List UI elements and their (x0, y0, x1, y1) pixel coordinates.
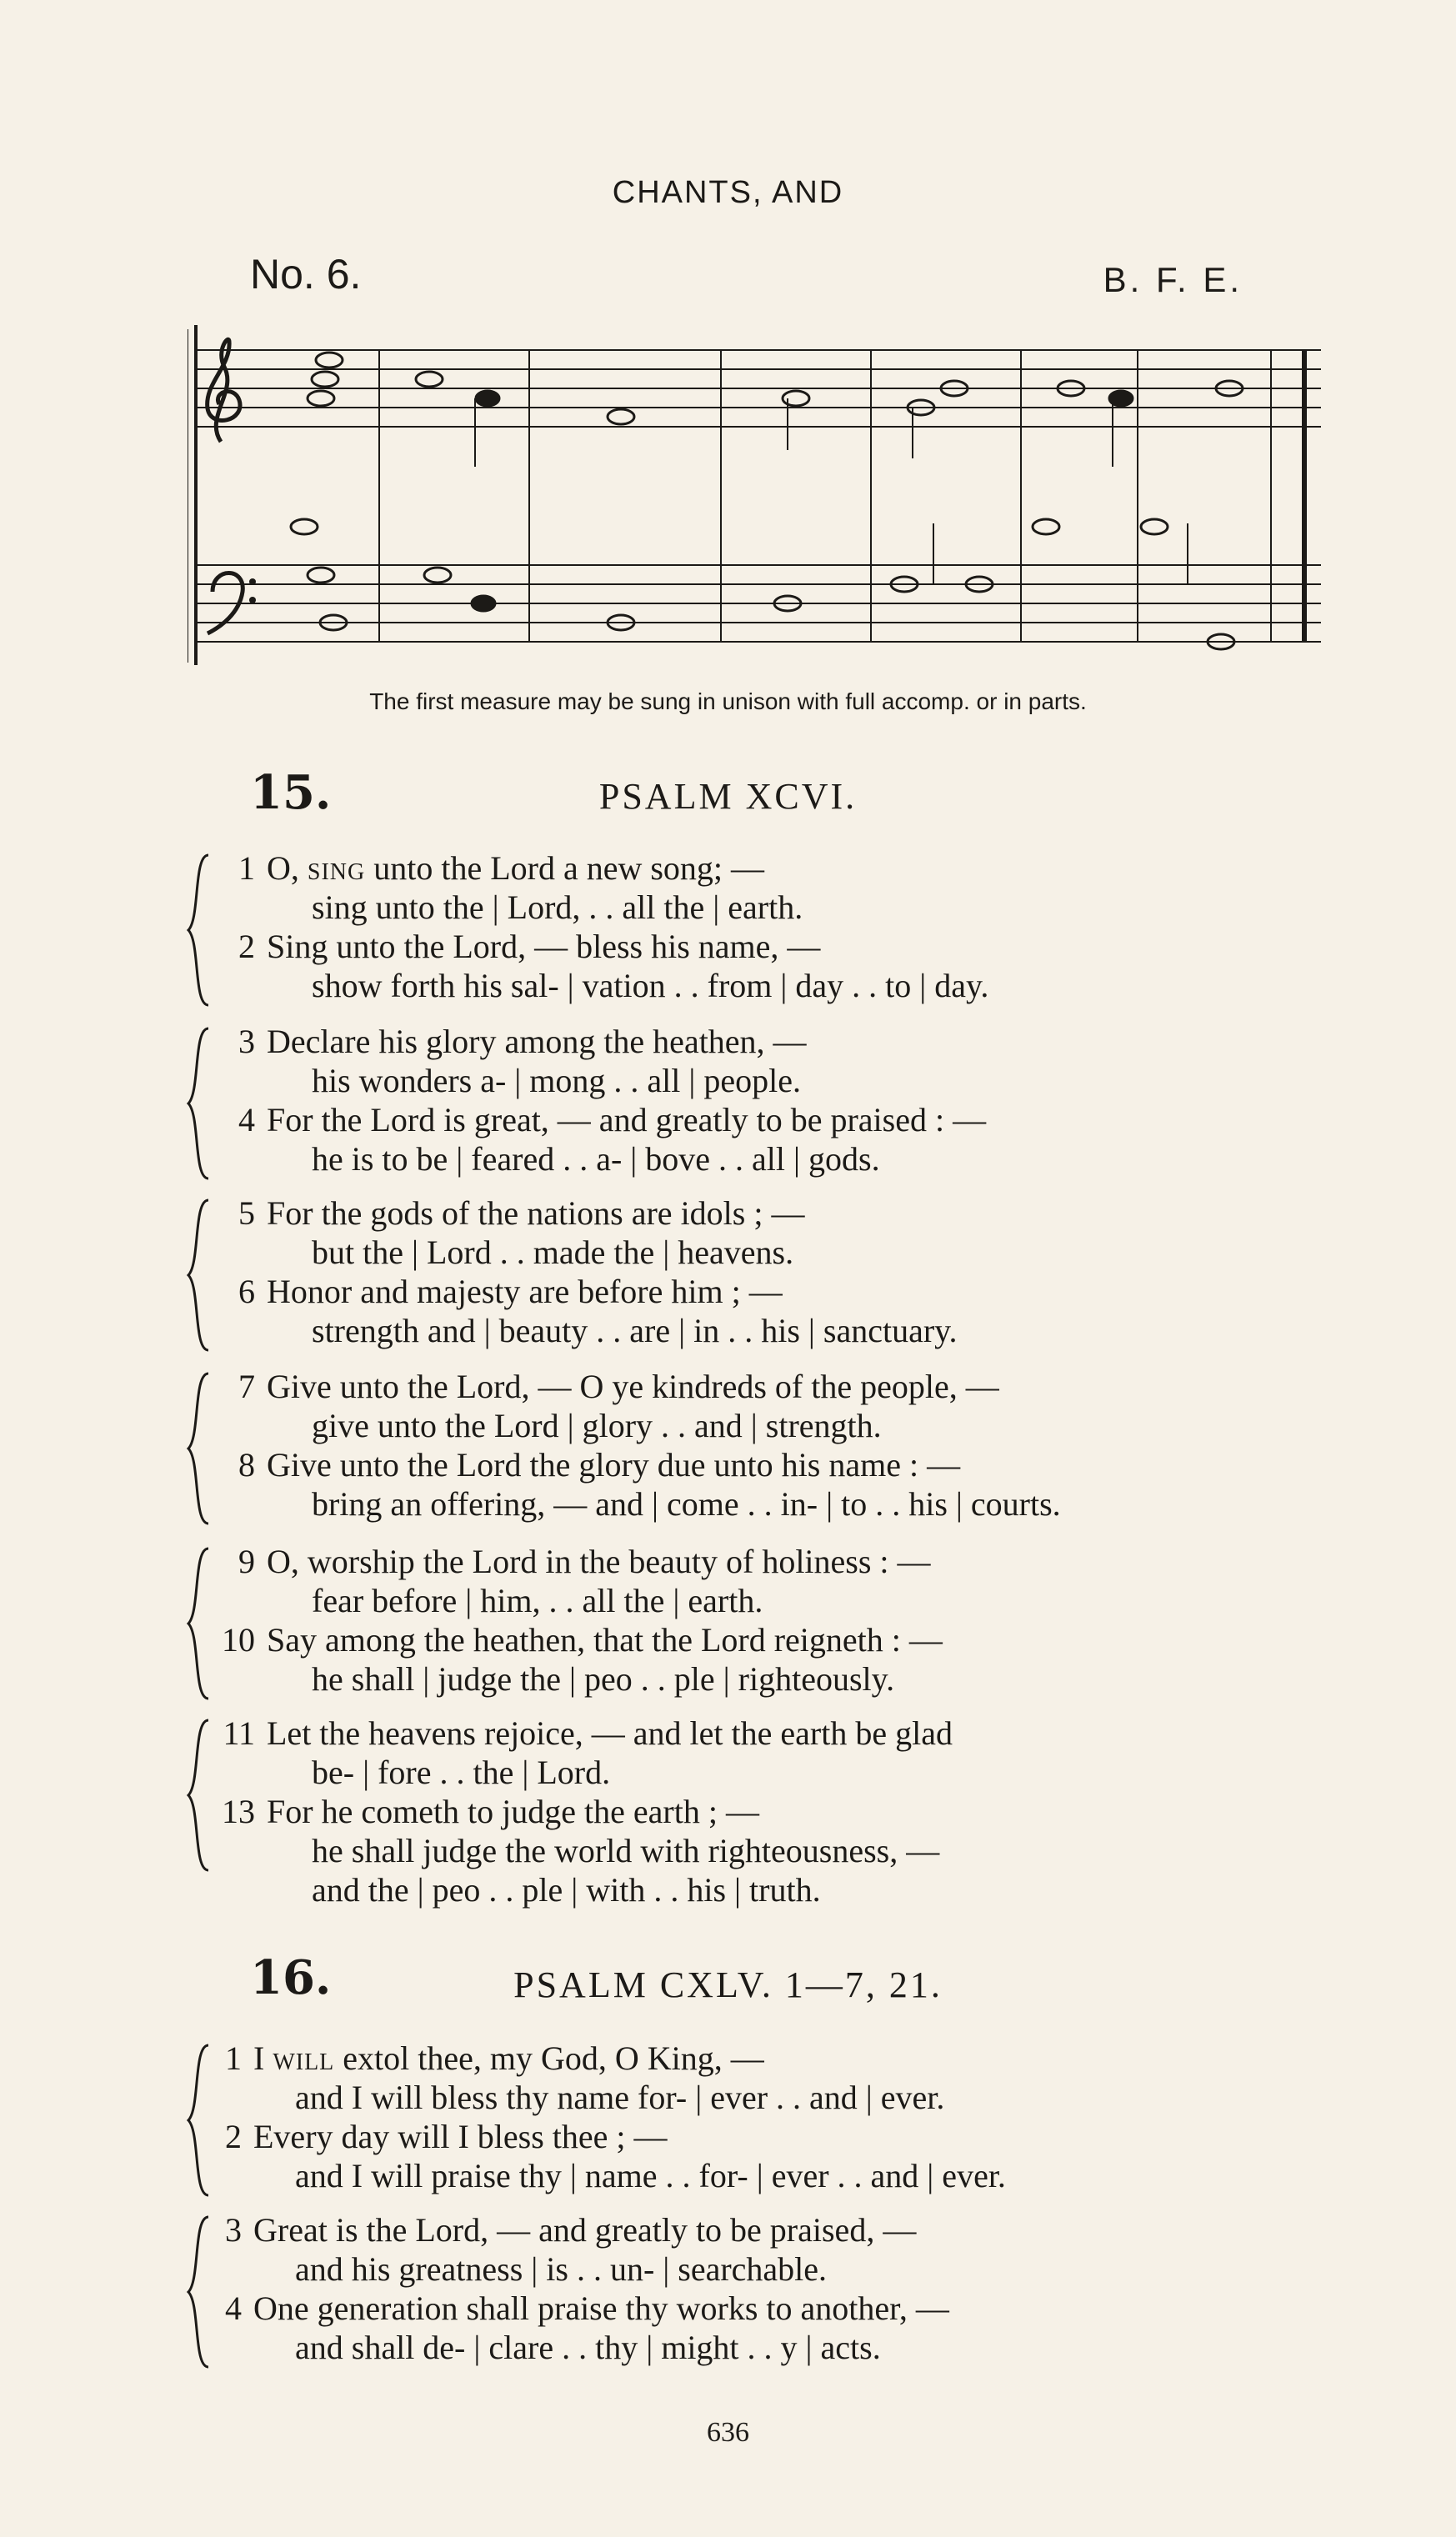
chant-number: No. 6. (250, 251, 362, 298)
chant-key: B. F. E. (1103, 260, 1243, 299)
verse-line: and shall de- | clare . . thy | might . . y | acts. (295, 2329, 881, 2366)
bass-staff (196, 565, 1321, 642)
verse-line: 2 Every day will I bless thee ; — (225, 2118, 668, 2155)
verse-line: fear before | him, . . all the | earth. (312, 1582, 763, 1619)
brace-icon (183, 1025, 213, 1182)
score-system-bracket (188, 325, 198, 665)
verse-line: and I will bless thy name for- | ever . . and | ever. (295, 2079, 945, 2116)
verse-line: his wonders a- | mong . . all | people. (312, 1062, 802, 1099)
verse-line: 9 O, worship the Lord in the beauty of holiness : — (238, 1543, 931, 1580)
verse-line: and I will praise thy | name . . for- | ever . . and | ever. (295, 2157, 1006, 2194)
psalm-number: 16. (250, 1950, 332, 2005)
psalm-number: 15. (250, 765, 332, 820)
running-head: CHANTS, AND (612, 175, 844, 210)
music-score (188, 317, 1321, 675)
verse-line: bring an offering, — and | come . . in- | to . . his | courts. (312, 1485, 1061, 1523)
verse-line: 7 Give unto the Lord, — O ye kindreds of the people, — (238, 1368, 999, 1405)
barlines (379, 350, 1304, 642)
verse-line: 1 O, sing unto the Lord a new song; — (238, 849, 765, 887)
verse-line: he is to be | feared . . a- | bove . . all | gods. (312, 1140, 880, 1178)
verse-line: he shall judge the world with righteousness, — (312, 1832, 940, 1869)
brace-icon (183, 1197, 213, 1354)
verse-line: 4 One generation shall praise thy works to another, — (225, 2289, 949, 2327)
verse-line: and the | peo . . ple | with . . his | truth. (312, 1871, 821, 1909)
verse-line: 2 Sing unto the Lord, — bless his name, — (238, 928, 821, 965)
brace-icon (183, 1545, 213, 1702)
verse-line: and his greatness | is . . un- | searchable. (295, 2250, 828, 2288)
verse-line: but the | Lord . . made the | heavens. (312, 1233, 794, 1271)
verse-line: show forth his sal- | vation . . from | day . . to | day. (312, 967, 989, 1004)
verse-line: he shall | judge the | peo . . ple | righteously. (312, 1660, 895, 1698)
psalm-title: PSALM CXLV. 1—7, 21. (513, 1964, 943, 2005)
verse-line: 11 Let the heavens rejoice, — and let the earth be glad (223, 1714, 953, 1752)
score-footnote: The first measure may be sung in unison with full accomp. or in parts. (369, 688, 1087, 714)
verse-line: 13 For he cometh to judge the earth ; — (222, 1793, 759, 1830)
brace-icon (183, 852, 213, 1008)
verse-line: 8 Give unto the Lord the glory due unto his name : — (238, 1446, 961, 1484)
verse-line: 1 I will extol thee, my God, O King, — (225, 2039, 764, 2077)
verse-line: 3 Great is the Lord, — and greatly to be praised, — (225, 2211, 917, 2249)
brace-icon (183, 1370, 213, 1527)
page-number: 636 (707, 2417, 749, 2448)
verse-line: 5 For the gods of the nations are idols ; — (238, 1194, 805, 1232)
verse-line: 6 Honor and majesty are before him ; — (238, 1273, 783, 1310)
verse-line: give unto the Lord | glory . . and | strength. (312, 1407, 882, 1444)
brace-icon (183, 1717, 213, 1874)
verse-line: sing unto the | Lord, . . all the | earth. (312, 888, 803, 926)
verse-line: strength and | beauty . . are | in . . his | sanctuary. (312, 1312, 958, 1349)
psalm-title: PSALM XCVI. (598, 776, 858, 817)
verse-line: 4 For the Lord is great, — and greatly to be praised : — (238, 1101, 987, 1138)
verse-line: 3 Declare his glory among the heathen, — (238, 1023, 807, 1060)
verse-line: 10 Say among the heathen, that the Lord reigneth : — (222, 1621, 943, 1659)
verse-line: be- | fore . . the | Lord. (312, 1754, 611, 1791)
treble-staff (196, 350, 1321, 427)
